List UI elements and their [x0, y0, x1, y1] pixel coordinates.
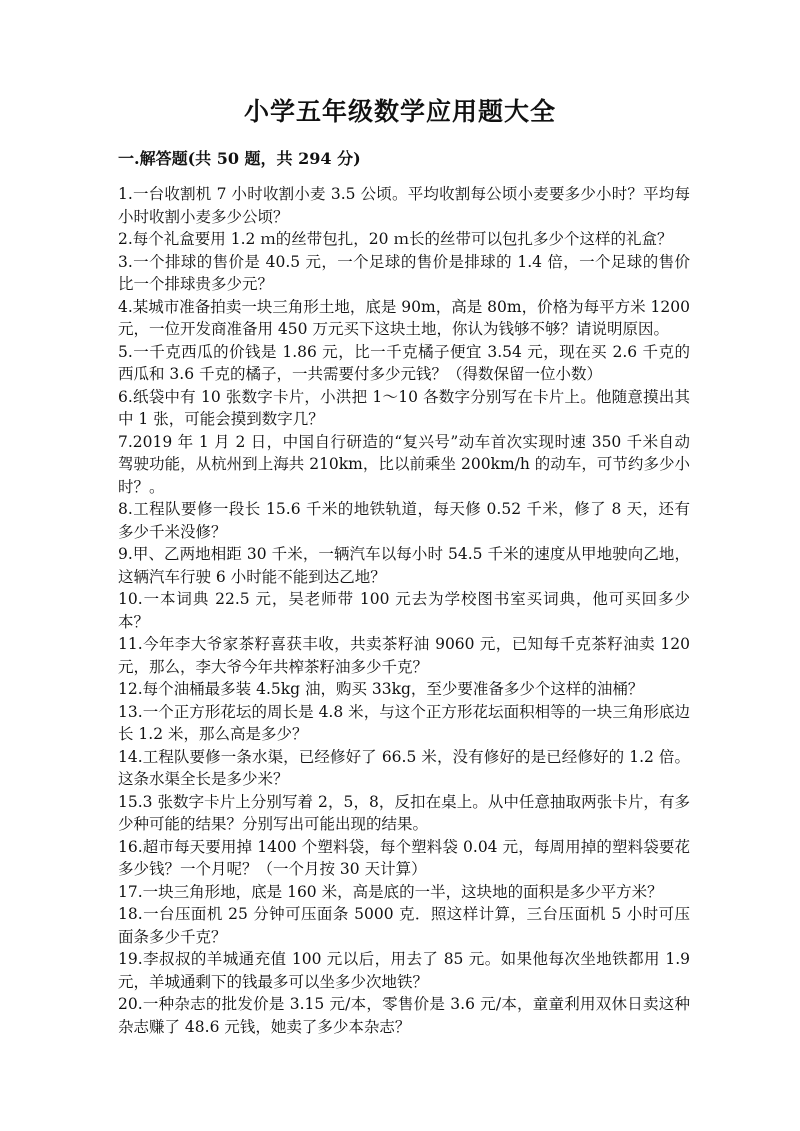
question-item: 15.3 张数字卡片上分别写着 2，5，8，反扣在桌上。从中任意抽取两张卡片，有多少种可能的结果？分别写出可能出现的结果。: [118, 792, 690, 833]
question-item: 20.一种杂志的批发价是 3.15 元/本，零售价是 3.6 元/本，童童利用双休日卖这种杂志赚了 48.6 元钱，她卖了多少本杂志？: [118, 995, 690, 1036]
section-heading: 一.解答题(共 50 题，共 294 分): [118, 149, 361, 168]
question-item: 14.工程队要修一条水渠，已经修好了 66.5 米，没有修好的是已经修好的 1.2 倍。这条水渠全长是多少米？: [118, 747, 690, 788]
question-item: 2.每个礼盒要用 1.2 ｍ的丝带包扎，20 ｍ长的丝带可以包扎多少个这样的礼盒？: [118, 230, 673, 248]
question-item: 19.李叔叔的羊城通充值 100 元以后，用去了 85 元。如果他每次坐地铁都用 1.9 元，羊城通剩下的钱最多可以坐多少次地铁？: [118, 950, 690, 991]
question-item: 12.每个油桶最多装 4.5kg 油，购买 33kg，至少要准备多少个这样的油桶？: [118, 680, 644, 698]
question-list: [118, 183, 690, 1038]
document-title: 小学五年级数学应用题大全: [243, 97, 556, 126]
question-item: 10.一本词典 22.5 元，吴老师带 100 元去为学校图书室买词典，他可买回多少本？: [118, 590, 690, 631]
question-item: 1.一台收割机 7 小时收割小麦 3.5 公顷。平均收割每公顷小麦要多少小时？平均每小时收割小麦多少公顷？: [118, 185, 690, 226]
question-item: 13.一个正方形花坛的周长是 4.8 米，与这个正方形花坛面积相等的一块三角形底边长 1.2 米，那么高是多少？: [118, 702, 690, 743]
question-item: 3.一个排球的售价是 40.5 元，一个足球的售价是排球的 1.4 倍，一个足球的售价比一个排球贵多少元？: [118, 252, 690, 293]
question-item: 8.工程队要修一段长 15.6 千米的地铁轨道，每天修 0.52 千米，修了 8 天，还有多少千米没修？: [118, 500, 690, 541]
question-item: 17.一块三角形地，底是 160 米，高是底的一半，这块地的面积是多少平方米？: [118, 882, 663, 901]
question-item: 4.某城市准备拍卖一块三角形土地，底是 90m，高是 80m，价格为每平方米 1200 元，一位开发商准备用 450 万元买下这块土地，你认为钱够不够？请说明原因。: [118, 297, 690, 338]
question-item: 5.一千克西瓜的价钱是 1.86 元，比一千克橘子便宜 3.54 元，现在买 2.6 千克的西瓜和 3.6 千克的橘子，一共需要付多少元钱？（得数保留一位小数）: [118, 342, 690, 383]
question-item: 9.甲、乙两地相距 30 千米，一辆汽车以每小时 54.5 千米的速度从甲地驶向乙地，这辆汽车行驶 6 小时能不能到达乙地？: [118, 545, 690, 586]
question-item: 16.超市每天要用掉 1400 个塑料袋，每个塑料袋 0.04 元，每周用掉的塑料袋要花多少钱？一个月呢？（一个月按 30 天计算）: [118, 837, 690, 878]
question-item: 18.一台压面机 25 分钟可压面条 5000 克．照这样计算，三台压面机 5 小时可压面条多少千克？: [118, 905, 690, 946]
question-item: 11.今年李大爷家茶籽喜获丰收，共卖茶籽油 9060 元，已知每千克茶籽油卖 120 元，那么，李大爷今年共榨茶籽油多少千克？: [118, 635, 690, 676]
question-item: 7.2019 年 1 月 2 日，中国自行研造的“复兴号”动车首次实现时速 350 千米自动驾驶功能，从杭州到上海共 210km，比以前乘坐 200km/h 的动车，可节约多少小时？。: [118, 432, 690, 496]
question-item: 6.纸袋中有 10 张数字卡片，小洪把 1～10 各数字分别写在卡片上。他随意摸出其中 1 张，可能会摸到数字几？: [118, 387, 690, 428]
